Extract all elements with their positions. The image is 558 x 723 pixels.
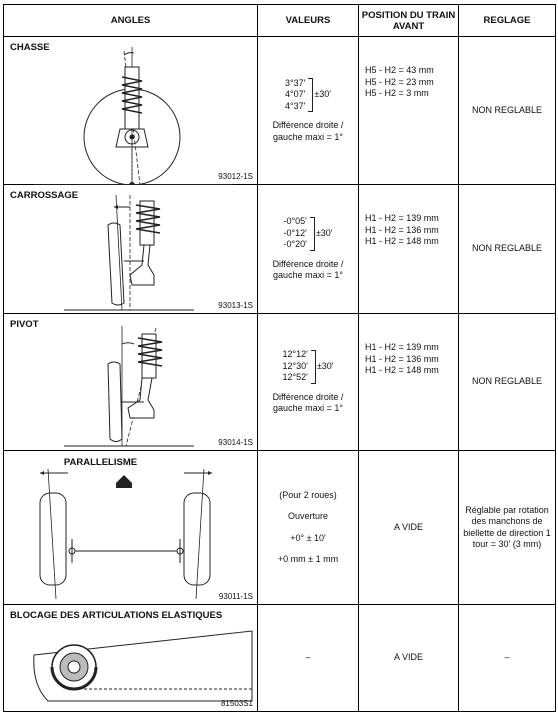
position-value: H5 - H2 = 43 mm xyxy=(365,65,434,75)
reglage-cell: NON REGLABLE xyxy=(459,314,556,451)
camber-diagram xyxy=(4,185,258,314)
figure-code: 93012-1S xyxy=(218,172,253,181)
angle-value: 4°37' xyxy=(284,100,306,111)
angle-value: -0°20' xyxy=(283,239,307,250)
position-cell xyxy=(359,185,459,314)
angle-group xyxy=(285,78,331,113)
brace xyxy=(310,217,315,251)
row-label: PIVOT xyxy=(10,319,39,330)
values-cell xyxy=(258,185,359,314)
position-value: H1 - H2 = 139 mm xyxy=(365,342,439,352)
table-row xyxy=(4,605,556,712)
kingpin-diagram xyxy=(4,314,258,451)
tolerance: ±30' xyxy=(315,227,333,238)
reglage-cell: Réglable par rotation des manchons de biellette de direction 1 tour = 30' (3 mm) xyxy=(459,451,556,605)
angle-cell xyxy=(4,314,258,451)
reglage-cell: – xyxy=(459,605,556,712)
table-row xyxy=(4,185,556,314)
angle-value: -0°12' xyxy=(283,227,307,238)
figure-code: 93011-1S xyxy=(218,592,253,601)
header-angles: ANGLES xyxy=(4,5,258,37)
position-value: H1 - H2 = 139 mm xyxy=(365,213,439,223)
row-label: CHASSE xyxy=(10,42,50,53)
difference-note: Différence droite / gauche maxi = 1° xyxy=(272,120,344,142)
figure-code: 93013-1S xyxy=(218,301,253,310)
position-value: H5 - H2 = 23 mm xyxy=(365,76,434,87)
position-cell xyxy=(359,37,459,185)
header-reglage: REGLAGE xyxy=(459,5,556,37)
values-cell xyxy=(258,451,359,605)
angle-cell xyxy=(4,185,258,314)
header-row xyxy=(4,5,556,37)
alignment-table xyxy=(3,4,556,712)
position-value: H1 - H2 = 136 mm xyxy=(365,353,439,364)
table-row xyxy=(4,37,556,185)
toe-diagram xyxy=(4,451,258,605)
brace xyxy=(311,350,316,384)
angle-value: 4°07' xyxy=(284,89,306,100)
row-label: PARALLELISME xyxy=(63,457,138,468)
difference-note: Différence droite / gauche maxi = 1° xyxy=(272,258,344,281)
value-line: +0 mm ± 1 mm xyxy=(277,554,339,564)
header-values: VALEURS xyxy=(258,5,359,37)
row-label: BLOCAGE DES ARTICULATIONS ELASTIQUES xyxy=(10,610,223,621)
reglage-cell: NON REGLABLE xyxy=(459,37,556,185)
bushing-diagram xyxy=(4,605,258,712)
position-cell: A VIDE xyxy=(359,605,459,712)
angle-value: 3°37' xyxy=(284,77,306,88)
position-value: H1 - H2 = 136 mm xyxy=(365,224,439,235)
angle-value: 12°30' xyxy=(282,360,308,371)
value-line: (Pour 2 roues) xyxy=(279,489,337,500)
position-value: H1 - H2 = 148 mm xyxy=(365,236,439,246)
values-cell xyxy=(258,314,359,451)
angle-cell xyxy=(4,37,258,185)
position-cell xyxy=(359,314,459,451)
angle-value: 12°12' xyxy=(282,349,308,360)
row-label: CARROSSAGE xyxy=(10,190,79,201)
header-position: POSITION DU TRAIN AVANT xyxy=(359,5,459,37)
brace xyxy=(308,78,313,112)
caster-diagram xyxy=(4,37,258,185)
tolerance: ±30' xyxy=(316,360,334,371)
table-row xyxy=(4,451,556,605)
difference-note: Différence droite / gauche maxi = 1° xyxy=(272,391,344,414)
figure-code: 81503S1 xyxy=(220,699,253,708)
tolerance: ±30' xyxy=(314,89,331,100)
angle-cell xyxy=(4,451,258,605)
reglage-cell: NON REGLABLE xyxy=(459,185,556,314)
figure-code: 93014-1S xyxy=(218,438,253,447)
value-line: Ouverture xyxy=(287,511,329,521)
position-value: H1 - H2 = 148 mm xyxy=(365,365,439,375)
angle-value: 12°52' xyxy=(282,372,308,383)
angle-group xyxy=(283,216,332,251)
value-line: +0° ± 10' xyxy=(290,532,326,543)
position-cell: A VIDE xyxy=(359,451,459,605)
position-value: H5 - H2 = 3 mm xyxy=(365,88,429,98)
angle-group xyxy=(282,349,333,384)
angle-cell xyxy=(4,605,258,712)
table-row xyxy=(4,314,556,451)
angle-value: -0°05' xyxy=(283,216,307,227)
values-cell xyxy=(258,37,359,185)
values-cell: – xyxy=(258,605,359,712)
